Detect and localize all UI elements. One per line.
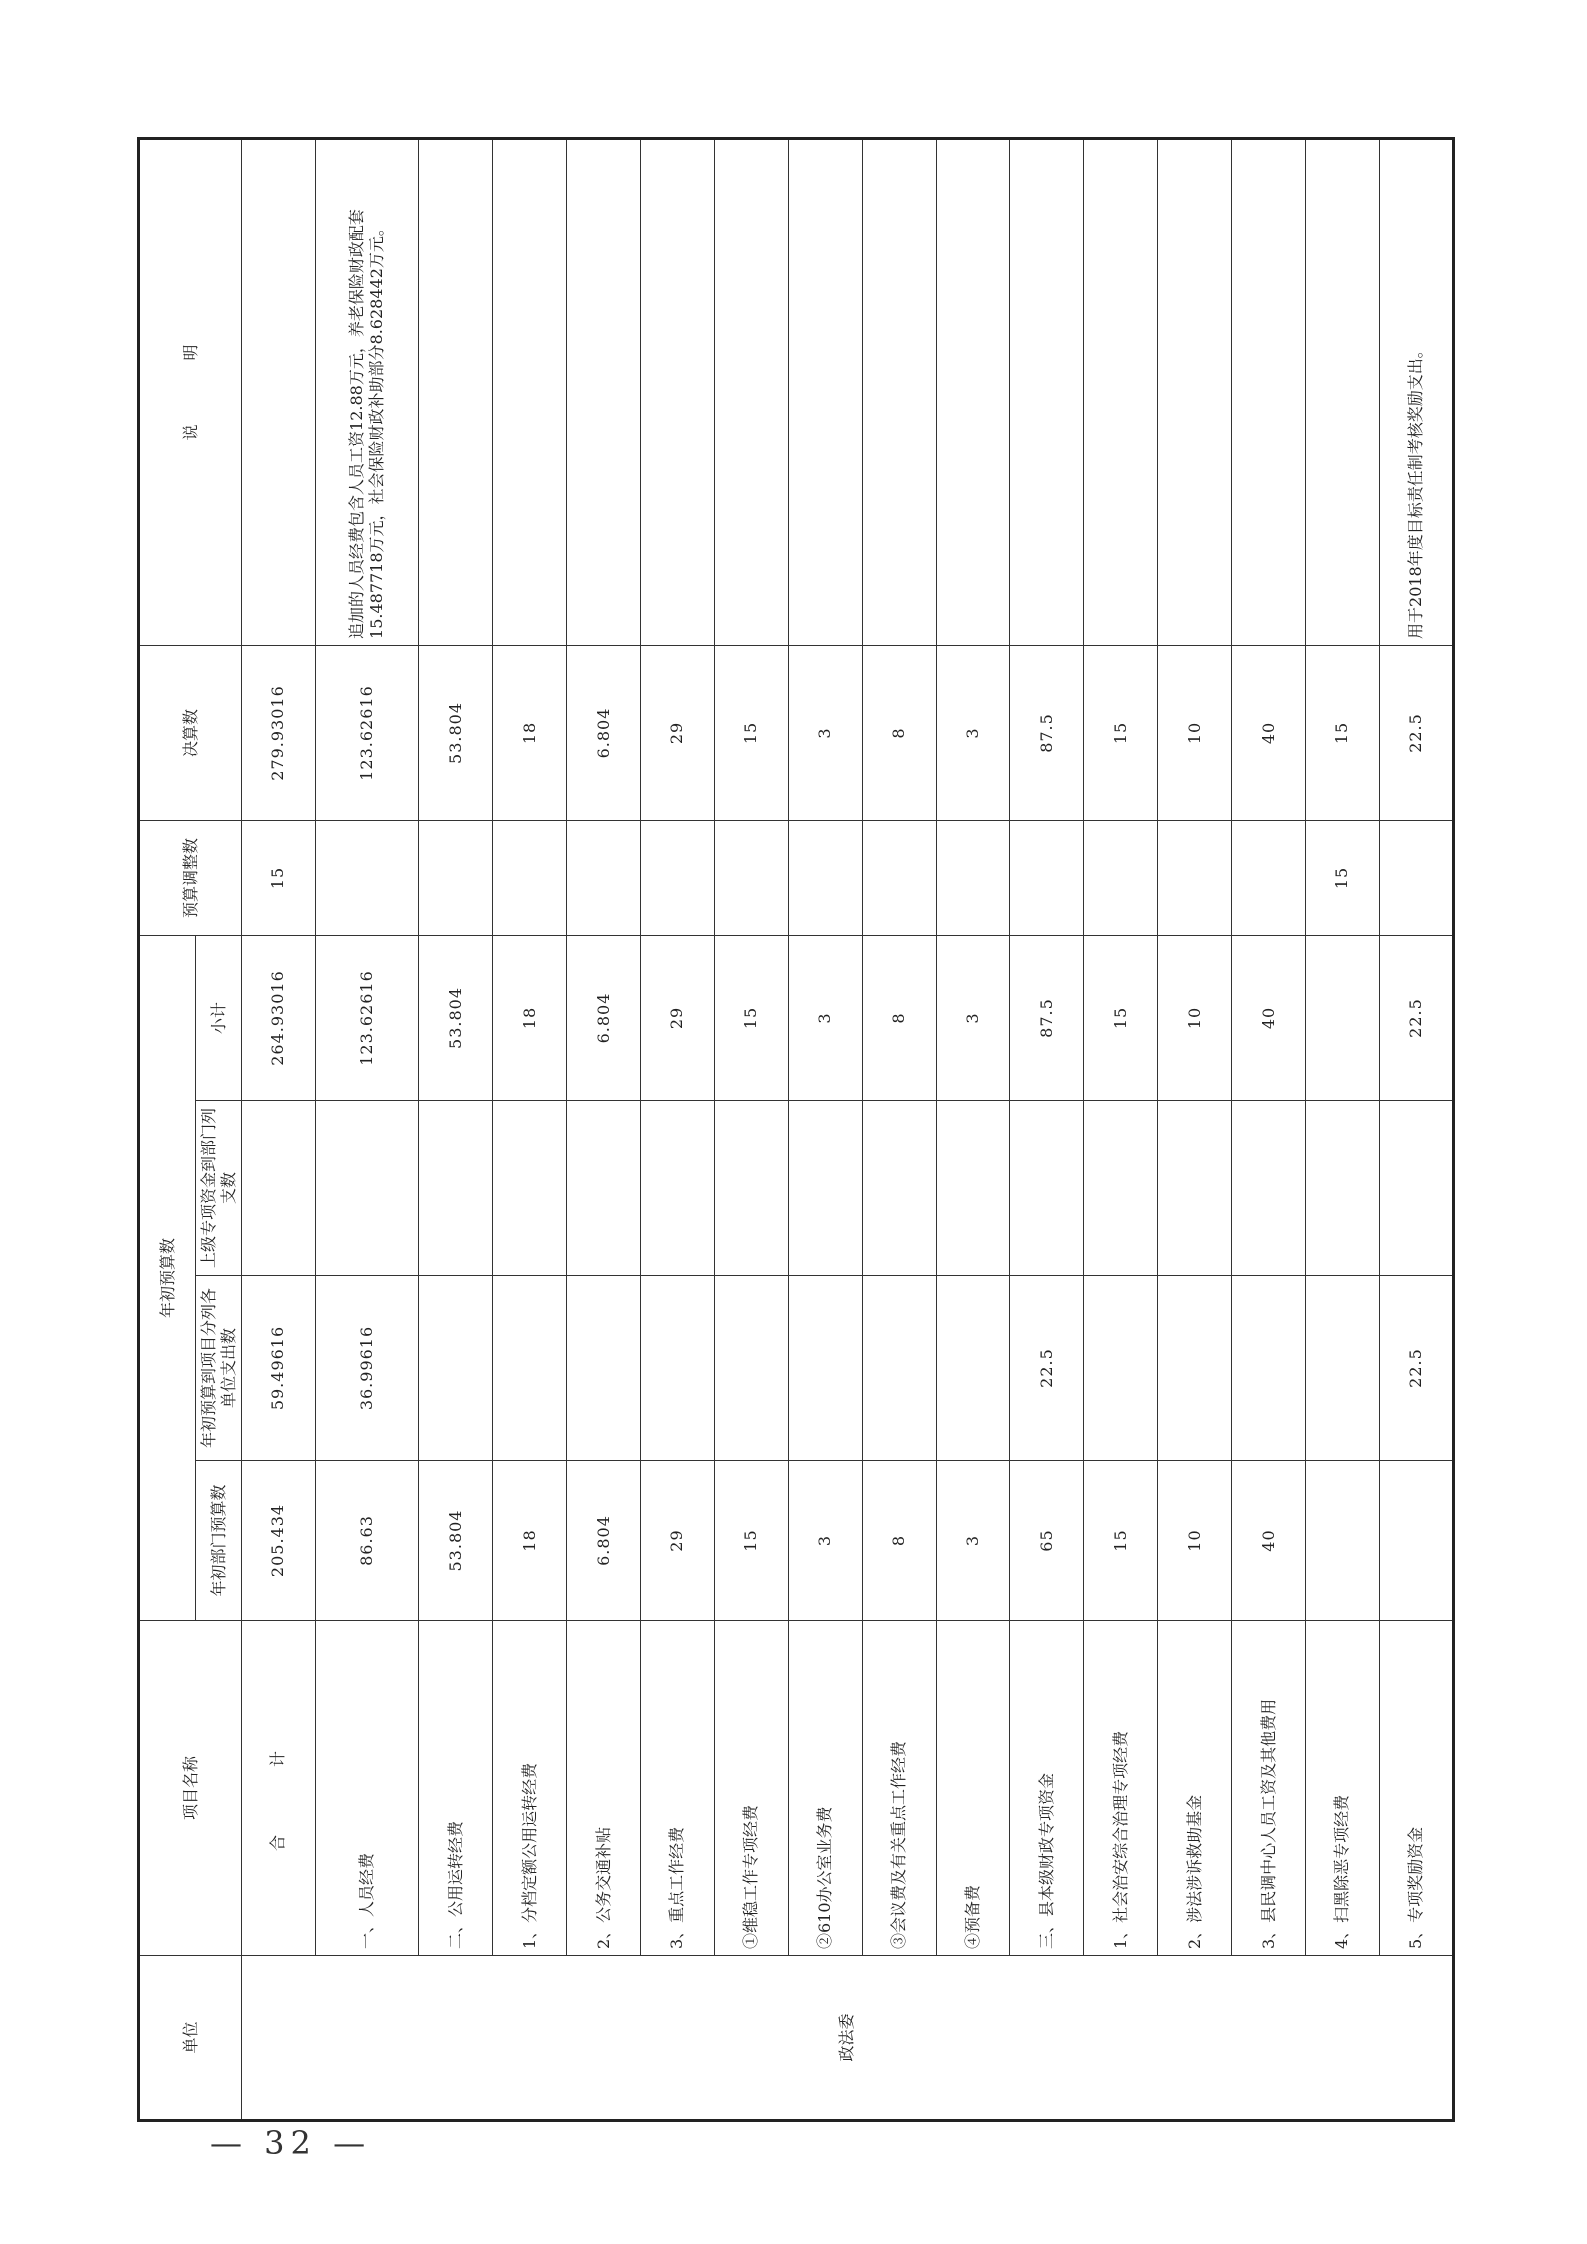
final-cell: 279.93016 [242,645,316,820]
final-cell: 29 [641,645,715,820]
project-name-cell: ④预备费 [936,1621,1010,1956]
header-project: 项目名称 [139,1621,242,1956]
note-cell [1084,138,1158,645]
higher-level-cell [936,1101,1010,1276]
dept-budget-cell: 53.804 [419,1461,493,1621]
higher-level-cell [714,1101,788,1276]
final-cell: 8 [862,645,936,820]
final-cell: 10 [1158,645,1232,820]
table-row [1306,138,1380,2120]
final-cell: 87.5 [1010,645,1084,820]
unit-cell: 政法委 [242,1956,1454,2121]
final-cell: 18 [493,645,567,820]
adjustment-cell: 15 [242,820,316,935]
header-adjustment: 预算调整数 [139,820,242,935]
higher-level-cell [788,1101,862,1276]
dept-budget-cell: 6.804 [567,1461,641,1621]
header-higher-level: 上级专项资金到部门列支数 [196,1101,242,1276]
adjustment-cell [714,820,788,935]
subtotal-cell [1306,935,1380,1100]
adjustment-cell [862,820,936,935]
table-row [1084,138,1158,2120]
subtotal-cell: 15 [1084,935,1158,1100]
table-row [493,138,567,2120]
project-name-cell: ③会议费及有关重点工作经费 [862,1621,936,1956]
project-name-cell: 5、专项奖励资金 [1379,1621,1453,1956]
subtotal-cell: 10 [1158,935,1232,1100]
note-cell [714,138,788,645]
note-cell [419,138,493,645]
table-row [1158,138,1232,2120]
allocated-cell [567,1276,641,1461]
page-number: — 32 — [210,2124,372,2162]
dept-budget-cell: 3 [788,1461,862,1621]
project-name-cell: 合 计 [242,1621,316,1956]
higher-level-cell [1232,1101,1306,1276]
higher-level-cell [1084,1101,1158,1276]
table-row [242,138,316,2120]
table-row [315,138,418,2120]
header-allocated: 年初预算到项目分列各单位支出数 [196,1276,242,1461]
note-cell [1306,138,1380,645]
dept-budget-cell: 10 [1158,1461,1232,1621]
subtotal-cell: 29 [641,935,715,1100]
dept-budget-cell: 3 [936,1461,1010,1621]
table-row [862,138,936,2120]
dept-budget-cell: 40 [1232,1461,1306,1621]
subtotal-cell: 18 [493,935,567,1100]
subtotal-cell: 3 [936,935,1010,1100]
table-body [242,138,1454,2120]
allocated-cell [641,1276,715,1461]
higher-level-cell [862,1101,936,1276]
allocated-cell [714,1276,788,1461]
note-cell [1010,138,1084,645]
table-row [1010,138,1084,2120]
subtotal-cell: 8 [862,935,936,1100]
higher-level-cell [419,1101,493,1276]
allocated-cell [788,1276,862,1461]
subtotal-cell: 3 [788,935,862,1100]
higher-level-cell [1010,1101,1084,1276]
header-initial-budget: 年初预算数 [139,935,196,1620]
dept-budget-cell: 205.434 [242,1461,316,1621]
adjustment-cell [1158,820,1232,935]
allocated-cell [493,1276,567,1461]
project-name-cell: 一、人员经费 [315,1621,418,1956]
allocated-cell [419,1276,493,1461]
dept-budget-cell: 15 [1084,1461,1158,1621]
project-name-cell: 1、社会治安综合治理专项经费 [1084,1621,1158,1956]
adjustment-cell [1010,820,1084,935]
adjustment-cell [567,820,641,935]
adjustment-cell [936,820,1010,935]
subtotal-cell: 40 [1232,935,1306,1100]
adjustment-cell: 15 [1306,820,1380,935]
dept-budget-cell [1379,1461,1453,1621]
note-cell [1158,138,1232,645]
note-cell: 用于2018年度目标责任制考核奖励支出。 [1379,138,1453,645]
subtotal-cell: 123.62616 [315,935,418,1100]
project-name-cell: 3、县民调中心人员工资及其他费用 [1232,1621,1306,1956]
adjustment-cell [419,820,493,935]
final-cell: 6.804 [567,645,641,820]
adjustment-cell [788,820,862,935]
adjustment-cell [641,820,715,935]
higher-level-cell [1379,1101,1453,1276]
higher-level-cell [315,1101,418,1276]
note-cell [567,138,641,645]
subtotal-cell: 6.804 [567,935,641,1100]
higher-level-cell [242,1101,316,1276]
higher-level-cell [1158,1101,1232,1276]
dept-budget-cell: 29 [641,1461,715,1621]
header-unit: 单位 [139,1956,242,2121]
project-name-cell: 3、重点工作经费 [641,1621,715,1956]
table-row [788,138,862,2120]
note-cell [862,138,936,645]
note-cell [242,138,316,645]
dept-budget-cell: 15 [714,1461,788,1621]
dept-budget-cell: 8 [862,1461,936,1621]
header-final: 决算数 [139,645,242,820]
header-subtotal: 小计 [196,935,242,1100]
budget-table [137,137,1455,2122]
dept-budget-cell [1306,1461,1380,1621]
project-name-cell: 2、涉法涉诉救助基金 [1158,1621,1232,1956]
project-name-cell: 三、县本级财政专项资金 [1010,1621,1084,1956]
table-row [641,138,715,2120]
higher-level-cell [641,1101,715,1276]
table-row [714,138,788,2120]
final-cell: 15 [714,645,788,820]
note-cell [936,138,1010,645]
allocated-cell [1084,1276,1158,1461]
final-cell: 15 [1306,645,1380,820]
note-cell [641,138,715,645]
allocated-cell: 36.99616 [315,1276,418,1461]
higher-level-cell [1306,1101,1380,1276]
project-name-cell: 4、扫黑除恶专项经费 [1306,1621,1380,1956]
allocated-cell: 22.5 [1010,1276,1084,1461]
allocated-cell [1306,1276,1380,1461]
project-name-cell: 二、公用运转经费 [419,1621,493,1956]
subtotal-cell: 264.93016 [242,935,316,1100]
header-dept-budget: 年初部门预算数 [196,1461,242,1621]
rotated-page [137,140,1455,2122]
higher-level-cell [567,1101,641,1276]
project-name-cell: 1、分档定额公用运转经费 [493,1621,567,1956]
final-cell: 123.62616 [315,645,418,820]
table-row [936,138,1010,2120]
subtotal-cell: 22.5 [1379,935,1453,1100]
table-row [567,138,641,2120]
allocated-cell [1232,1276,1306,1461]
dept-budget-cell: 65 [1010,1461,1084,1621]
subtotal-cell: 87.5 [1010,935,1084,1100]
allocated-cell: 59.49616 [242,1276,316,1461]
subtotal-cell: 15 [714,935,788,1100]
dept-budget-cell: 86.63 [315,1461,418,1621]
final-cell: 3 [936,645,1010,820]
adjustment-cell [1232,820,1306,935]
adjustment-cell [1379,820,1453,935]
project-name-cell: ②610办公室业务费 [788,1621,862,1956]
project-name-cell: 2、公务交通补贴 [567,1621,641,1956]
allocated-cell [1158,1276,1232,1461]
higher-level-cell [493,1101,567,1276]
final-cell: 15 [1084,645,1158,820]
adjustment-cell [315,820,418,935]
final-cell: 53.804 [419,645,493,820]
note-cell [788,138,862,645]
table-row [419,138,493,2120]
adjustment-cell [1084,820,1158,935]
dept-budget-cell: 18 [493,1461,567,1621]
subtotal-cell: 53.804 [419,935,493,1100]
final-cell: 3 [788,645,862,820]
allocated-cell [862,1276,936,1461]
note-cell [1232,138,1306,645]
final-cell: 22.5 [1379,645,1453,820]
project-name-cell: ①维稳工作专项经费 [714,1621,788,1956]
allocated-cell [936,1276,1010,1461]
adjustment-cell [493,820,567,935]
table-row [1232,138,1306,2120]
final-cell: 40 [1232,645,1306,820]
header-note: 说 明 [139,138,242,645]
table-row [1379,138,1453,2120]
note-cell [493,138,567,645]
note-cell: 追加的人员经费包含人员工资12.88万元，养老保险财政配套15.487718万元，社会保险财政补助部分8.628442万元。 [315,138,418,645]
allocated-cell: 22.5 [1379,1276,1453,1461]
